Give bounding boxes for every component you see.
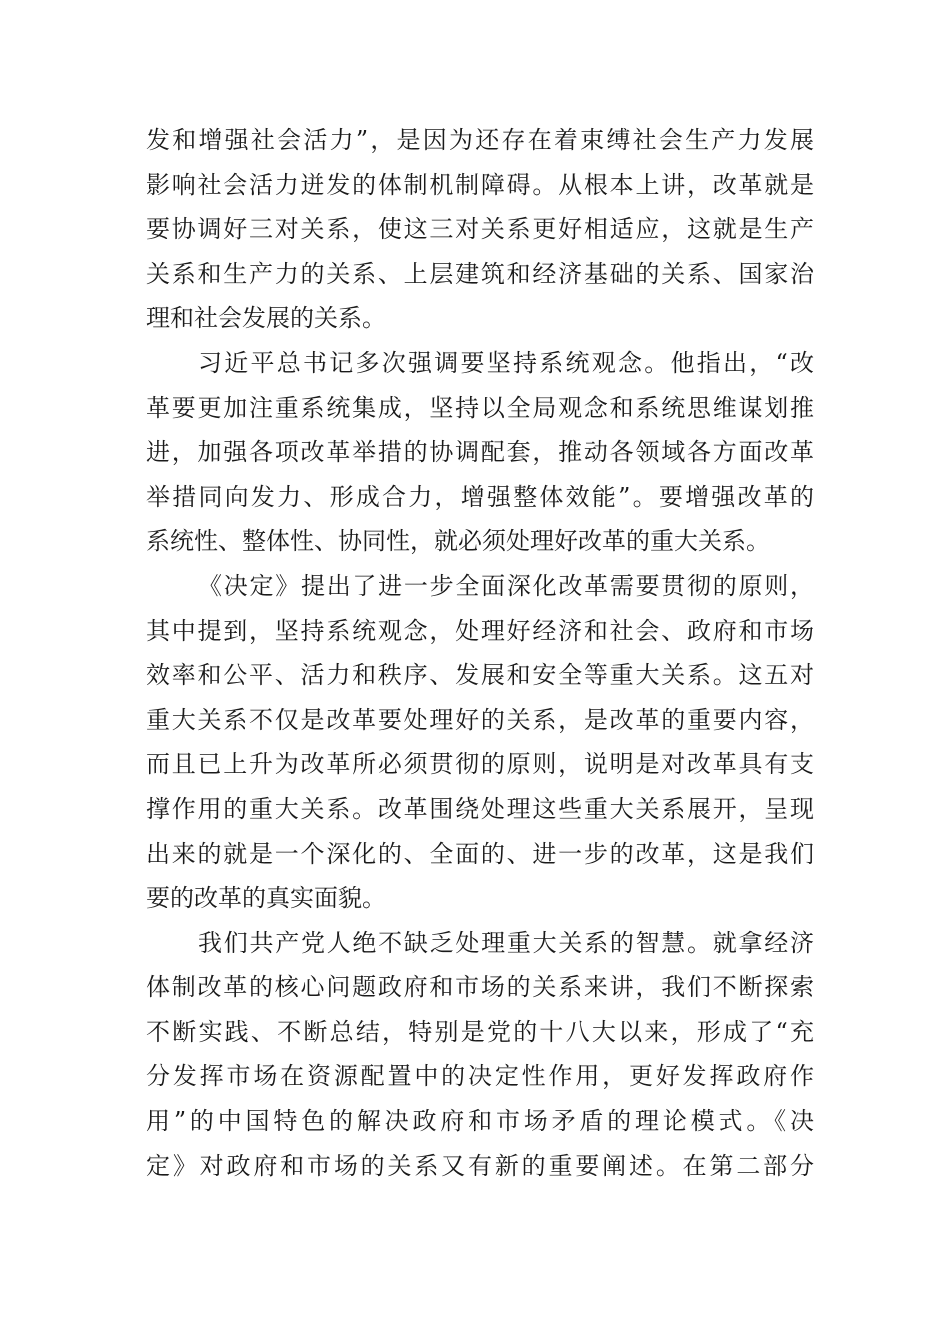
text-line: 而且已上升为改革所必须贯彻的原则，说明是对改革具有支 [146,750,814,779]
text-line: 进，加强各项改革举措的协调配套，推动各领域各方面改革 [146,438,814,467]
text-line: 分发挥市场在资源配置中的决定性作用，更好发挥政府作 [146,1062,814,1091]
text-line: 举措同向发力、形成合力，增强整体效能”。要增强改革的 [146,482,814,511]
text-line: 用”的中国特色的解决政府和市场矛盾的理论模式。《决 [146,1107,814,1136]
text-line: 关系和生产力的关系、上层建筑和经济基础的关系、国家治 [146,259,814,288]
text-line: 体制改革的核心问题政府和市场的关系来讲，我们不断探索 [146,973,814,1002]
text-line: 撑作用的重大关系。改革围绕处理这些重大关系展开，呈现 [146,794,814,823]
text-line: 重大关系不仅是改革要处理好的关系，是改革的重要内容， [146,705,814,734]
text-line: 出来的就是一个深化的、全面的、进一步的改革，这是我们 [146,839,814,868]
text-line: 要协调好三对关系，使这三对关系更好相适应，这就是生产 [146,215,814,244]
text-line: 发和增强社会活力”，是因为还存在着束缚社会生产力发展 [146,126,814,154]
text-line: 革要更加注重系统集成，坚持以全局观念和系统思维谋划推 [146,393,814,422]
body-text [146,118,814,1188]
text-line: 定》对政府和市场的关系又有新的重要阐述。在第二部分 [146,1151,814,1180]
text-line: 影响社会活力迸发的体制机制障碍。从根本上讲，改革就是 [146,170,814,199]
text-line: 不断实践、不断总结，特别是党的十八大以来，形成了“充 [146,1017,814,1046]
text-line: 《决定》提出了进一步全面深化改革需要贯彻的原则， [198,571,814,600]
text-line: 理和社会发展的关系。 [146,304,386,333]
text-line: 要的改革的真实面貌。 [146,884,386,913]
text-line: 系统性、整体性、协同性，就必须处理好改革的重大关系。 [146,527,770,556]
text-line: 我们共产党人绝不缺乏处理重大关系的智慧。就拿经济 [198,928,814,957]
text-line: 效率和公平、活力和秩序、发展和安全等重大关系。这五对 [146,661,814,690]
text-line: 习近平总书记多次强调要坚持系统观念。他指出，“改 [198,348,814,377]
text-line: 其中提到，坚持系统观念，处理好经济和社会、政府和市场 [146,616,814,645]
